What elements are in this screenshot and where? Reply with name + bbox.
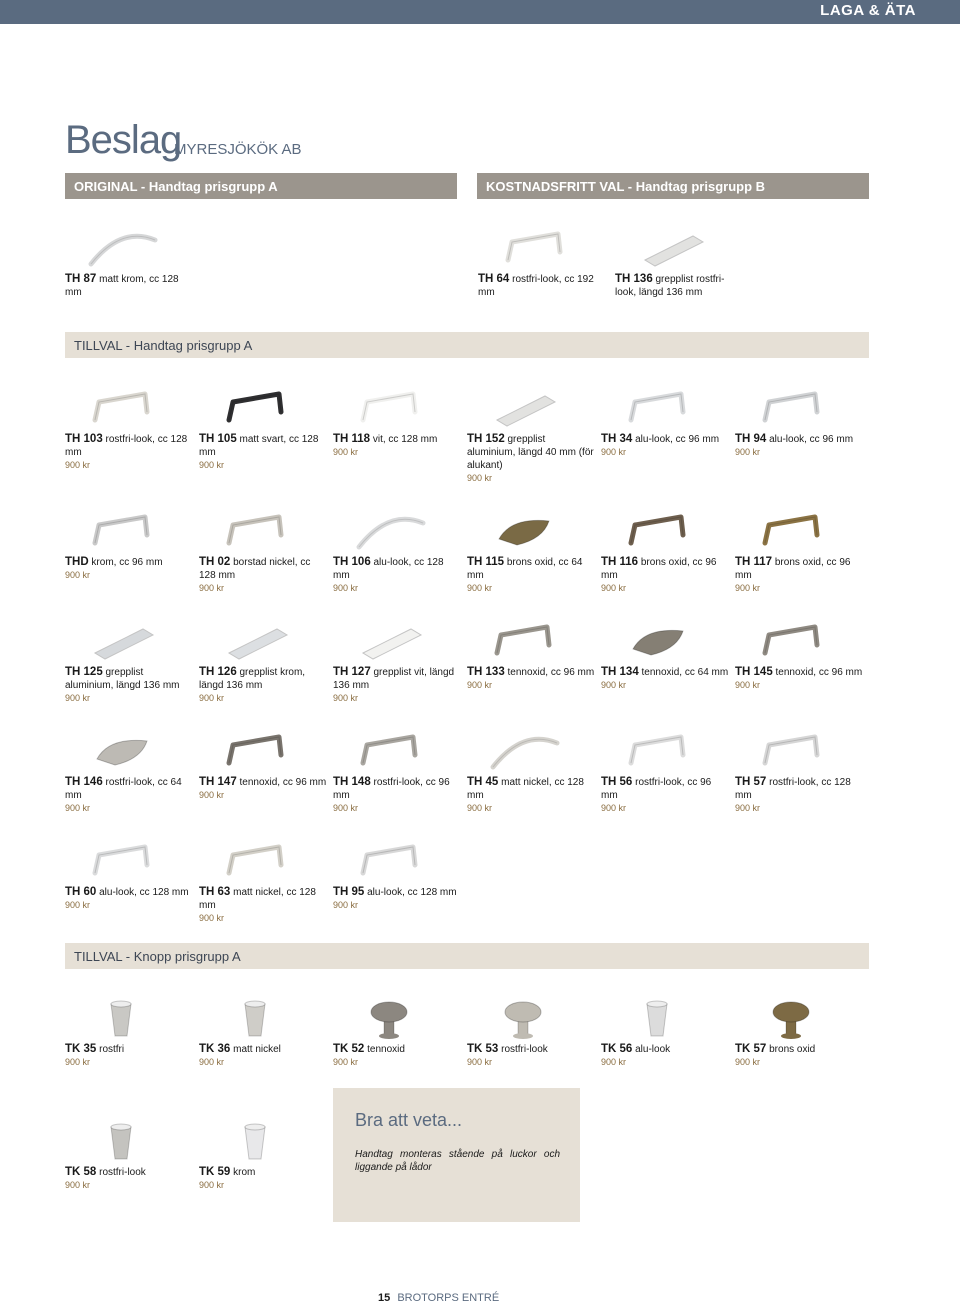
product-price: 900 kr xyxy=(601,680,627,690)
product-code: TH 57 xyxy=(735,776,767,788)
product-description: alu-look xyxy=(635,1044,671,1055)
product-code: TK 53 xyxy=(467,1043,499,1055)
product-item xyxy=(601,996,729,1067)
product-image xyxy=(601,386,713,430)
product-price: 900 kr xyxy=(199,790,225,800)
product-description: brons oxid, cc 96 mm xyxy=(601,557,717,581)
product-description: alu-look, cc 96 mm xyxy=(769,434,854,445)
page-number: 15 xyxy=(378,1292,391,1304)
product-image xyxy=(735,509,847,553)
product-image xyxy=(467,729,579,773)
product-label xyxy=(735,556,863,582)
product-code: TK 56 xyxy=(601,1043,633,1055)
product-item xyxy=(735,996,863,1067)
header-tillval-handtag-text: TILLVAL - Handtag prisgrupp A xyxy=(74,337,253,353)
product-price: 900 kr xyxy=(333,900,359,910)
product-item xyxy=(467,996,595,1067)
product-item xyxy=(199,839,327,923)
info-box xyxy=(333,1088,580,1222)
product-item xyxy=(333,386,461,457)
product-label xyxy=(478,273,606,299)
info-text: Handtag monteras stående på luckor och liggande på lådor xyxy=(355,1149,560,1173)
product-label xyxy=(601,556,729,582)
product-label xyxy=(199,556,327,582)
product-label xyxy=(65,776,193,802)
product-image xyxy=(65,509,177,553)
product-description: rostfri-look xyxy=(99,1167,146,1178)
product-code: TH 147 xyxy=(199,776,237,788)
product-item xyxy=(65,1119,193,1190)
product-label xyxy=(199,776,327,789)
product-description: krom xyxy=(233,1167,256,1178)
header-free xyxy=(477,173,869,199)
product-image xyxy=(333,509,445,553)
product-code: TH 146 xyxy=(65,776,103,788)
product-image xyxy=(333,996,445,1040)
product-label xyxy=(65,556,193,569)
product-description: matt nickel, cc 128 mm xyxy=(467,777,584,801)
product-item xyxy=(333,729,461,813)
product-image xyxy=(735,619,847,663)
product-code: TH 126 xyxy=(199,666,237,678)
product-item xyxy=(601,729,729,813)
product-price: 900 kr xyxy=(65,570,91,580)
product-description: alu-look, cc 128 mm xyxy=(333,557,444,581)
product-item xyxy=(65,509,193,580)
product-image xyxy=(333,839,445,883)
product-label xyxy=(199,1166,327,1179)
product-image xyxy=(199,1119,311,1163)
product-item xyxy=(467,386,595,483)
product-label xyxy=(199,1043,327,1056)
product-code: TH 105 xyxy=(199,433,237,445)
product-label xyxy=(65,273,193,299)
info-title: Bra att veta... xyxy=(355,1110,463,1130)
product-item xyxy=(735,619,863,690)
product-label xyxy=(601,776,729,802)
product-description: tennoxid xyxy=(367,1044,405,1055)
product-image xyxy=(199,509,311,553)
product-image xyxy=(601,996,713,1040)
product-code: TH 117 xyxy=(735,556,773,568)
product-label xyxy=(601,433,729,446)
page-subtitle: MYRESJÖKÖK AB xyxy=(174,141,302,158)
product-code: TK 57 xyxy=(735,1043,767,1055)
header-original xyxy=(65,173,457,199)
product-description: rostfri-look, cc 96 mm xyxy=(601,777,712,801)
product-price: 900 kr xyxy=(333,693,359,703)
product-image xyxy=(467,509,579,553)
product-price: 900 kr xyxy=(65,1057,91,1067)
product-label xyxy=(333,556,461,582)
product-code: TH 148 xyxy=(333,776,371,788)
product-code: TH 34 xyxy=(601,433,633,445)
product-item xyxy=(333,996,461,1067)
product-label xyxy=(333,1043,461,1056)
product-description: matt svart, cc 128 mm xyxy=(199,434,319,458)
section-label: LAGA & ÄTA xyxy=(820,2,916,19)
product-code: TH 127 xyxy=(333,666,371,678)
footer xyxy=(378,1292,499,1304)
product-image xyxy=(199,619,311,663)
product-description: brons oxid, cc 96 mm xyxy=(735,557,851,581)
product-item xyxy=(65,619,193,703)
product-label xyxy=(467,433,595,472)
product-price: 900 kr xyxy=(65,693,91,703)
product-image xyxy=(333,619,445,663)
product-description: grepplist rostfri-look, längd 136 mm xyxy=(615,274,725,298)
product-label xyxy=(199,886,327,912)
product-price: 900 kr xyxy=(333,447,359,457)
product-description: rostfri-look, cc 192 mm xyxy=(478,274,594,298)
product-price: 900 kr xyxy=(199,1057,225,1067)
product-image xyxy=(467,996,579,1040)
product-description: tennoxid, cc 64 mm xyxy=(641,667,729,678)
product-description: alu-look, cc 96 mm xyxy=(635,434,720,445)
product-label xyxy=(65,1043,193,1056)
product-image xyxy=(199,386,311,430)
product-code: TH 56 xyxy=(601,776,633,788)
product-code: TK 59 xyxy=(199,1166,231,1178)
product-item xyxy=(65,729,193,813)
product-image xyxy=(735,729,847,773)
product-image xyxy=(65,729,177,773)
product-label xyxy=(65,666,193,692)
product-item xyxy=(199,619,327,703)
product-item xyxy=(735,386,863,457)
product-label xyxy=(735,433,863,446)
product-item xyxy=(601,619,729,690)
product-label xyxy=(333,886,461,899)
product-code: TH 152 xyxy=(467,433,505,445)
product-image xyxy=(65,619,177,663)
product-description: matt krom, cc 128 mm xyxy=(65,274,179,298)
product-description: matt nickel xyxy=(233,1044,281,1055)
product-code: TH 60 xyxy=(65,886,97,898)
product-image xyxy=(333,386,445,430)
product-image xyxy=(735,996,847,1040)
product-image xyxy=(199,839,311,883)
product-price: 900 kr xyxy=(467,583,493,593)
product-item xyxy=(601,386,729,457)
product-description: rostfri-look, cc 64 mm xyxy=(65,777,182,801)
product-price: 900 kr xyxy=(735,803,761,813)
product-price: 900 kr xyxy=(467,803,493,813)
product-label xyxy=(199,666,327,692)
product-image xyxy=(601,619,713,663)
product-description: grepplist krom, längd 136 mm xyxy=(199,667,306,691)
product-code: TH 63 xyxy=(199,886,231,898)
product-price: 900 kr xyxy=(65,900,91,910)
product-label xyxy=(601,1043,729,1056)
product-item xyxy=(199,996,327,1067)
product-price: 900 kr xyxy=(65,1180,91,1190)
product-code: TH 145 xyxy=(735,666,773,678)
product-description: alu-look, cc 128 mm xyxy=(99,887,189,898)
product-code: TH 87 xyxy=(65,273,97,285)
product-label xyxy=(333,433,461,446)
product-label xyxy=(601,666,729,679)
product-price: 900 kr xyxy=(735,1057,761,1067)
product-image xyxy=(467,386,579,430)
product-code: TH 133 xyxy=(467,666,505,678)
product-image xyxy=(65,996,177,1040)
product-item xyxy=(333,619,461,703)
product-description: tennoxid, cc 96 mm xyxy=(507,667,595,678)
product-image xyxy=(615,226,727,270)
product-code: TH 02 xyxy=(199,556,231,568)
product-item xyxy=(601,509,729,593)
product-price: 900 kr xyxy=(199,693,225,703)
product-price: 900 kr xyxy=(601,583,627,593)
product-label xyxy=(199,433,327,459)
product-description: matt nickel, cc 128 mm xyxy=(199,887,316,911)
product-code: TH 115 xyxy=(467,556,505,568)
product-code: TH 134 xyxy=(601,666,639,678)
product-price: 900 kr xyxy=(467,680,493,690)
product-price: 900 kr xyxy=(601,1057,627,1067)
product-price: 900 kr xyxy=(601,447,627,457)
product-item xyxy=(65,226,193,299)
product-description: rostfri-look, cc 96 mm xyxy=(333,777,450,801)
product-image xyxy=(65,839,177,883)
product-label xyxy=(735,1043,863,1056)
product-description: rostfri-look xyxy=(501,1044,548,1055)
product-item xyxy=(65,996,193,1067)
product-item xyxy=(65,386,193,470)
product-image xyxy=(601,729,713,773)
product-description: grepplist vit, längd 136 mm xyxy=(333,667,455,691)
product-image xyxy=(601,509,713,553)
header-tillval-handtag xyxy=(65,332,869,358)
product-label xyxy=(333,776,461,802)
header-original-text: ORIGINAL - Handtag prisgrupp A xyxy=(74,178,278,194)
product-label xyxy=(65,433,193,459)
product-description: alu-look, cc 128 mm xyxy=(367,887,457,898)
product-price: 900 kr xyxy=(601,803,627,813)
product-label xyxy=(615,273,743,299)
product-description: krom, cc 96 mm xyxy=(91,557,163,568)
product-price: 900 kr xyxy=(467,1057,493,1067)
product-code: TH 64 xyxy=(478,273,510,285)
product-item xyxy=(467,619,595,690)
product-image xyxy=(65,1119,177,1163)
product-code: TK 52 xyxy=(333,1043,365,1055)
product-price: 900 kr xyxy=(65,460,91,470)
product-item xyxy=(467,729,595,813)
product-item xyxy=(467,509,595,593)
product-image xyxy=(199,996,311,1040)
product-label xyxy=(467,776,595,802)
product-description: tennoxid, cc 96 mm xyxy=(775,667,863,678)
product-item xyxy=(199,1119,327,1190)
product-description: vit, cc 128 mm xyxy=(372,434,438,445)
product-code: TH 118 xyxy=(333,433,371,445)
product-image xyxy=(333,729,445,773)
product-description: tennoxid, cc 96 mm xyxy=(239,777,327,788)
product-image xyxy=(478,226,590,270)
product-item xyxy=(478,226,606,299)
product-label xyxy=(333,666,461,692)
product-description: brons oxid xyxy=(769,1044,816,1055)
product-image xyxy=(65,226,177,270)
product-price: 900 kr xyxy=(735,447,761,457)
product-item xyxy=(199,509,327,593)
product-code: TH 95 xyxy=(333,886,365,898)
product-description: grepplist aluminium, längd 136 mm xyxy=(65,667,180,691)
page-title: Beslag xyxy=(65,118,182,162)
product-price: 900 kr xyxy=(65,803,91,813)
product-image xyxy=(199,729,311,773)
product-label xyxy=(735,666,863,679)
product-price: 900 kr xyxy=(333,583,359,593)
product-image xyxy=(467,619,579,663)
product-code: TK 58 xyxy=(65,1166,97,1178)
product-item xyxy=(65,839,193,910)
product-code: TK 36 xyxy=(199,1043,231,1055)
product-label xyxy=(467,1043,595,1056)
top-bar xyxy=(0,0,960,24)
product-code: TH 45 xyxy=(467,776,499,788)
product-item xyxy=(735,729,863,813)
product-code: THD xyxy=(65,556,89,568)
product-label xyxy=(735,776,863,802)
product-label xyxy=(467,556,595,582)
product-code: TK 35 xyxy=(65,1043,97,1055)
product-price: 900 kr xyxy=(199,583,225,593)
product-code: TH 136 xyxy=(615,273,653,285)
product-description: rostfri-look, cc 128 mm xyxy=(65,434,188,458)
product-description: rostfri-look, cc 128 mm xyxy=(735,777,851,801)
product-description: grepplist aluminium, längd 40 mm (för alukant) xyxy=(467,434,594,471)
product-label xyxy=(65,1166,193,1179)
product-description: brons oxid, cc 64 mm xyxy=(467,557,583,581)
footer-text: BROTORPS ENTRÉ xyxy=(397,1292,500,1304)
product-label xyxy=(65,886,193,899)
product-label xyxy=(467,666,595,679)
product-code: TH 106 xyxy=(333,556,371,568)
product-price: 900 kr xyxy=(735,583,761,593)
product-description: borstad nickel, cc 128 mm xyxy=(199,557,311,581)
product-price: 900 kr xyxy=(199,913,225,923)
product-image xyxy=(65,386,177,430)
product-code: TH 103 xyxy=(65,433,103,445)
product-code: TH 125 xyxy=(65,666,103,678)
product-item xyxy=(735,509,863,593)
product-item xyxy=(333,509,461,593)
product-price: 900 kr xyxy=(333,1057,359,1067)
product-price: 900 kr xyxy=(199,1180,225,1190)
product-image xyxy=(735,386,847,430)
product-price: 900 kr xyxy=(199,460,225,470)
product-code: TH 116 xyxy=(601,556,639,568)
header-tillval-knopp-text: TILLVAL - Knopp prisgrupp A xyxy=(74,948,241,964)
product-item xyxy=(199,729,327,800)
product-item xyxy=(199,386,327,470)
header-free-text: KOSTNADSFRITT VAL - Handtag prisgrupp B xyxy=(486,178,766,194)
header-tillval-knopp xyxy=(65,943,869,969)
product-description: rostfri xyxy=(99,1044,125,1055)
product-item xyxy=(333,839,461,910)
product-price: 900 kr xyxy=(467,473,493,483)
product-price: 900 kr xyxy=(333,803,359,813)
product-item xyxy=(615,226,743,299)
product-price: 900 kr xyxy=(735,680,761,690)
product-code: TH 94 xyxy=(735,433,767,445)
